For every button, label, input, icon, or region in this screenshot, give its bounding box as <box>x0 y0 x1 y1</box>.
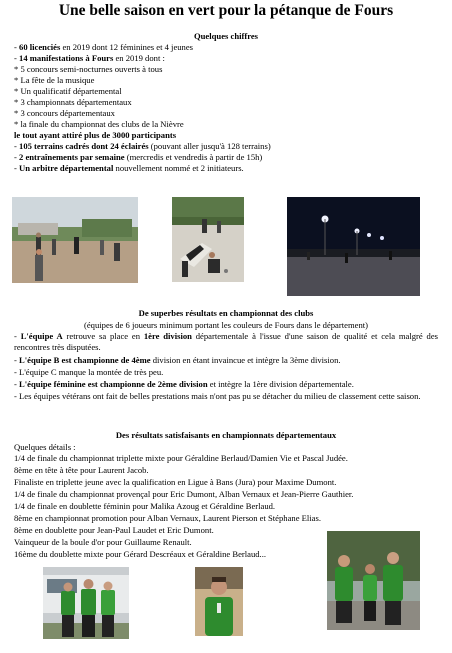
paragraph-equipe-a: - L'équipe A retrouve sa place en 1ère division départementale à l'issue d'une saison de qualité et cela malgré des rencontres très disputées. <box>14 331 438 353</box>
detail-line: 8ème en championnat promotion pour Alban Vernaux, Laurent Pierson et Stéphane Elias. <box>14 513 321 523</box>
detail-line: Vainqueur de la boule d'or pour Guillaume Renault. <box>14 537 192 547</box>
paragraph-equipe-c: - L'équipe C manque la montée de très peu. <box>14 367 164 377</box>
chiffre-line: - 2 entraînements par semaine (mercredis et vendredis à partir de 15h) <box>14 152 263 162</box>
photo-players-pointing <box>172 197 244 282</box>
chiffre-line: * 3 championnats départementaux <box>14 97 132 107</box>
chiffre-line: - 60 licenciés en 2019 dont 12 féminines et 4 jeunes <box>14 42 194 52</box>
chiffre-line: - 14 manifestations à Fours en 2019 dont : <box>14 53 165 63</box>
section-heading-departementaux: Des résultats satisfaisants en championnats départementaux <box>115 430 337 440</box>
chiffre-line: * Un qualificatif départemental <box>14 86 122 96</box>
photo-team-trees <box>327 531 420 630</box>
paragraph-equipe-b: - L'équipe B est championne de 4ème division en étant invaincue et intègre la 3ème division. <box>14 355 341 365</box>
photo-player-portrait <box>195 567 243 636</box>
section-heading-clubs: De superbes résultats en championnat des clubs <box>138 308 314 318</box>
chiffre-line: - 105 terrains cadrés dont 24 éclairés (pouvant aller jusqu'à 128 terrains) <box>14 141 271 151</box>
detail-line: Quelques détails : <box>14 442 76 452</box>
detail-line: Finaliste en triplette jeune avec la qualification en Ligue à Bans (Jura) pour Maxime Dumont. <box>14 477 337 487</box>
detail-line: 1/4 de finale du championnat triplette mixte pour Géraldine Berlaud/Damien Vie et Pascal Judée. <box>14 453 348 463</box>
chiffre-line: * La fête de la musique <box>14 75 95 85</box>
chiffre-line: * 5 concours semi-nocturnes ouverts à tous <box>14 64 163 74</box>
detail-line: 1/4 de finale en doublette féminin pour Malika Azoug et Géraldine Berlaud. <box>14 501 276 511</box>
page-title: Une belle saison en vert pour la pétanque de Fours <box>58 2 394 19</box>
chiffre-line: * 3 concours départementaux <box>14 108 115 118</box>
chiffre-line: le tout ayant attiré plus de 3000 participants <box>14 130 177 140</box>
detail-line: 1/4 de finale du championnat provençal pour Eric Dumont, Alban Vernaux et Jean-Pierre Gauthier. <box>14 489 354 499</box>
section-heading-chiffres: Quelques chiffres <box>193 31 259 41</box>
photo-boulodrome-day <box>12 197 138 283</box>
chiffre-line: * la finale du championnat des clubs de la Nièvre <box>14 119 184 129</box>
clubs-subtitle: (équipes de 6 joueurs minimum portant les couleurs de Fours dans le département) <box>83 320 368 330</box>
detail-line: 16ème du doublette mixte pour Gérard Descréaux et Géraldine Berlaud... <box>14 549 266 559</box>
photo-team-van <box>43 567 129 639</box>
paragraph-veterans: - Les équipes vétérans ont fait de belles prestations mais n'ont pas pu se détacher du milieu de classement cette saison. <box>14 391 421 401</box>
paragraph-equipe-feminine: - L'équipe féminine est championne de 2ème division et intègre la 1ère division départementale. <box>14 379 354 389</box>
chiffre-line: - Un arbitre départemental nouvellement nommé et 2 initiateurs. <box>14 163 244 173</box>
detail-line: 8ème en doublette pour Jean-Paul Laudet et Eric Dumont. <box>14 525 214 535</box>
photo-night-boulodrome <box>287 197 420 296</box>
detail-line: 8ème en tête à tête pour Laurent Jacob. <box>14 465 149 475</box>
